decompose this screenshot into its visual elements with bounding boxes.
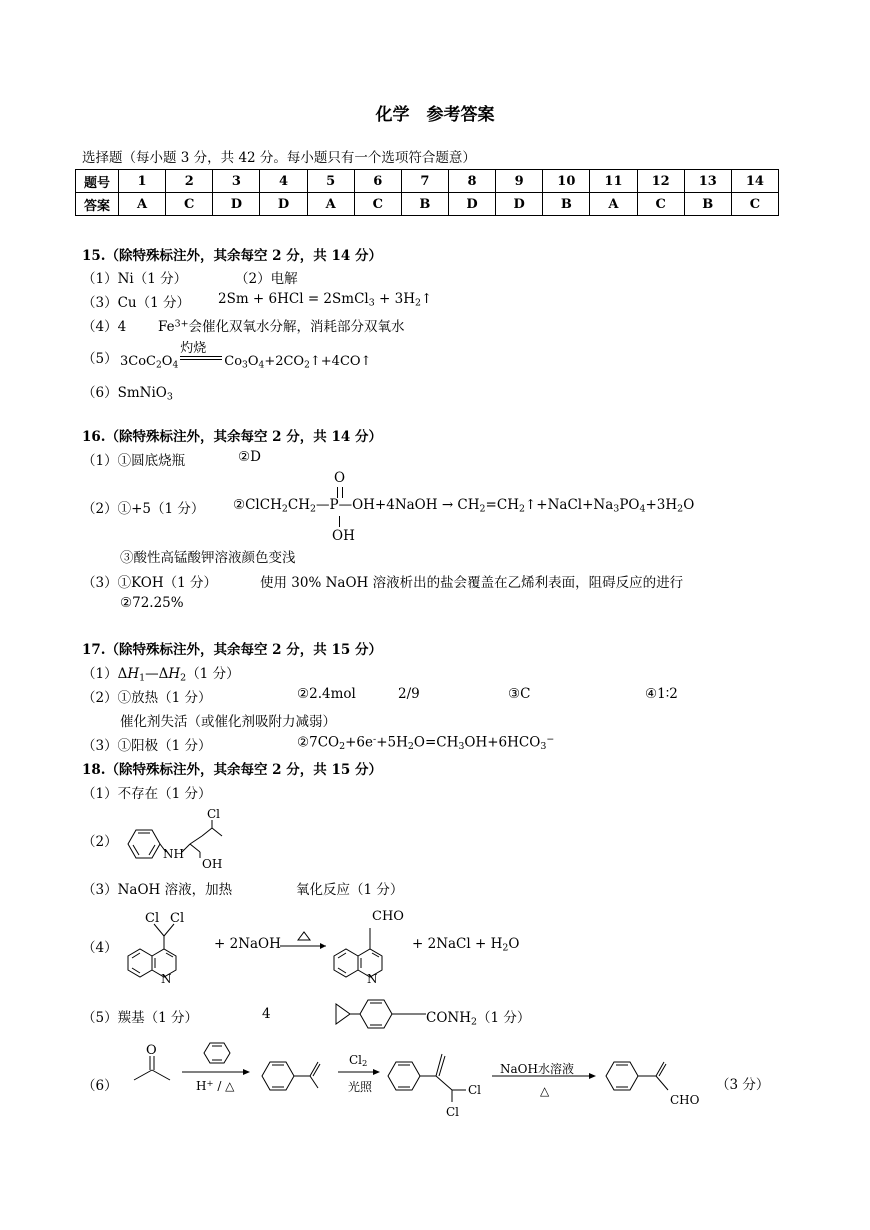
svg-text:Cl: Cl bbox=[207, 807, 221, 821]
q-number: 12 bbox=[637, 170, 684, 193]
q18-answer-3b: 氧化反应（1 分） bbox=[296, 882, 404, 898]
svg-text:O: O bbox=[146, 1043, 157, 1058]
q18-answer-6-score: （3 分） bbox=[716, 1077, 770, 1093]
q17-header: 17.（除特殊标注外，其余每空 2 分，共 15 分） bbox=[82, 642, 382, 658]
synthesis-arrow-3 bbox=[490, 1070, 598, 1082]
q15-equation-5: $3CoC_2O_4$ 灼烧 $Co_3O_4+2CO_2↑+4CO↑$ bbox=[120, 354, 371, 370]
q18-answer-5: （5）羰基（1 分） bbox=[82, 1010, 198, 1026]
q18-header: 18.（除特殊标注外，其余每空 2 分，共 15 分） bbox=[82, 762, 382, 778]
q-number: 4 bbox=[260, 170, 307, 193]
q-answer: A bbox=[307, 193, 354, 216]
final-product-structure bbox=[600, 1050, 710, 1112]
reagent-chlorine: $Cl_2$ bbox=[349, 1053, 368, 1069]
phosphoryl-oxygen: O bbox=[334, 470, 346, 486]
q18-answer-3: （3）NaOH 溶液，加热 bbox=[82, 882, 233, 898]
q17-answer-2d: ③C bbox=[508, 686, 531, 702]
synthesis-arrow-1 bbox=[180, 1066, 252, 1078]
chlorine-label-2: Cl bbox=[446, 1105, 460, 1119]
p-o-double-bond bbox=[337, 487, 343, 498]
q16-answer-3b: ②72.25% bbox=[120, 595, 184, 611]
q15-equation-3: 2Sm + 6HCl = 2SmCl$_3$ + $3H_2↑$ bbox=[218, 291, 433, 309]
svg-text:N: N bbox=[367, 972, 378, 986]
reagent-naoh-solution: NaOH水溶液 bbox=[500, 1062, 574, 1076]
q16-answer-3: （3）①KOH（1 分） bbox=[82, 575, 218, 591]
svg-text:N: N bbox=[161, 972, 172, 986]
q15-answer-6: （6）SmNiO$_3$ bbox=[82, 385, 173, 403]
equals-sign bbox=[180, 356, 222, 360]
row-label-answers: 答案 bbox=[76, 193, 119, 216]
q17-equation-3b: $②7CO_2+6e^-+5H_2O=CH_3OH+6HCO_3^-$ bbox=[297, 734, 555, 753]
q16-answer-1: （1）①圆底烧瓶 bbox=[82, 453, 186, 469]
q-answer: C bbox=[637, 193, 684, 216]
q16-answer-2-sub3: ③酸性高锰酸钾溶液颜色变浅 bbox=[120, 550, 296, 566]
q17-answer-3: （3）①阳极（1 分） bbox=[82, 738, 212, 754]
svg-text:Cl: Cl bbox=[145, 911, 160, 926]
q16-answer-1b: ②D bbox=[238, 449, 261, 465]
row-label-numbers: 题号 bbox=[76, 170, 119, 193]
synthesis-arrow-2 bbox=[336, 1066, 382, 1078]
q18-structure-5-amide: $CONH_2(1$ 分） bbox=[426, 1010, 531, 1028]
answer-table bbox=[75, 169, 779, 216]
q18-answer-1: （1）不存在（1 分） bbox=[82, 786, 212, 802]
svg-text:NH: NH bbox=[163, 847, 184, 861]
q18-product-quinoline-aldehyde bbox=[324, 900, 414, 992]
q-answer: B bbox=[401, 193, 448, 216]
q17-answer-2f: 催化剂失活（或催化剂吸附力减弱） bbox=[120, 714, 336, 730]
q18-answer-4-label: （4） bbox=[82, 940, 118, 956]
q-number: 11 bbox=[590, 170, 637, 193]
q-answer: A bbox=[590, 193, 637, 216]
q18-structure-2 bbox=[118, 800, 248, 875]
svg-text:Cl: Cl bbox=[170, 911, 185, 926]
acetone-structure bbox=[130, 1040, 174, 1090]
q15-answer-2: （2）电解 bbox=[235, 271, 298, 287]
q15-answer-4-number: （4）4 bbox=[82, 319, 127, 335]
q18-reaction-arrow-4 bbox=[278, 928, 330, 954]
hydroxyl-group: OH bbox=[332, 528, 355, 544]
table-row-answers bbox=[76, 193, 779, 216]
q17-answer-1: $(1)\Delta H_1—\Delta H_2(1$ 分） bbox=[82, 666, 240, 684]
q-number: 6 bbox=[354, 170, 401, 193]
q-number: 10 bbox=[543, 170, 590, 193]
q17-answer-2c: 2/9 bbox=[398, 686, 420, 702]
chlorine-label-1: Cl bbox=[468, 1083, 482, 1097]
q-answer: D bbox=[448, 193, 495, 216]
q-answer: D bbox=[260, 193, 307, 216]
q18-reactant-quinoline bbox=[118, 900, 218, 992]
q-number: 2 bbox=[166, 170, 213, 193]
q-answer: A bbox=[119, 193, 166, 216]
table-row-numbers bbox=[76, 170, 779, 193]
q-answer: B bbox=[543, 193, 590, 216]
q-number: 7 bbox=[401, 170, 448, 193]
dichloro-intermediate-structure bbox=[382, 1042, 492, 1122]
q-answer: D bbox=[496, 193, 543, 216]
q15-answer-1: （1）Ni（1 分） bbox=[82, 271, 188, 287]
q18-structure-5 bbox=[330, 994, 430, 1034]
q-answer: C bbox=[731, 193, 778, 216]
q18-products-4: + 2NaCl + $H_2O$ bbox=[412, 936, 520, 954]
aldehyde-group: CHO bbox=[670, 1093, 700, 1107]
alpha-methylstyrene-structure bbox=[256, 1050, 336, 1100]
svg-text:OH: OH bbox=[202, 857, 223, 871]
q-number: 3 bbox=[213, 170, 260, 193]
q-number: 14 bbox=[731, 170, 778, 193]
condition-acid-heat: H+ / △ bbox=[196, 1078, 235, 1094]
q17-answer-2: （2）①放热（1 分） bbox=[82, 690, 212, 706]
q16-header: 16.（除特殊标注外，其余每空 2 分，共 14 分） bbox=[82, 429, 382, 445]
q16-answer-3-text: 使用 30% NaOH 溶液析出的盐会覆盖在乙烯利表面，阻碍反应的进行 bbox=[260, 575, 684, 591]
q-answer: C bbox=[166, 193, 213, 216]
q-answer: B bbox=[684, 193, 731, 216]
q-number: 9 bbox=[496, 170, 543, 193]
condition-heat: △ bbox=[540, 1084, 550, 1098]
benzene-reagent bbox=[182, 1040, 252, 1066]
q-number: 13 bbox=[684, 170, 731, 193]
q-number: 1 bbox=[119, 170, 166, 193]
q18-answer-6-label: （6） bbox=[82, 1078, 118, 1094]
q-answer: D bbox=[213, 193, 260, 216]
q15-answer-4-text: $Fe^{3+}$会催化双氧水分解，消耗部分双氧水 bbox=[158, 318, 405, 335]
q15-header: 15.（除特殊标注外，其余每空 2 分，共 14 分） bbox=[82, 248, 382, 264]
q18-answer-2-label: （2） bbox=[82, 834, 118, 850]
q16-answer-2-label: （2）①+5（1 分） bbox=[82, 501, 205, 517]
q16-equation-2: $②ClCH_2CH_2—P—OH+4NaOH$ → $CH_2=CH_2↑+NaCl+Na_3PO_4+3H_2O$ bbox=[233, 497, 695, 515]
q15-answer-5-label: （5） bbox=[82, 351, 118, 367]
condition-light: 光照 bbox=[348, 1080, 373, 1094]
q-number: 5 bbox=[307, 170, 354, 193]
q-number: 8 bbox=[448, 170, 495, 193]
q17-answer-2b: ②2.4mol bbox=[297, 686, 356, 702]
q18-reagent-naoh: + 2NaOH bbox=[214, 936, 281, 952]
q15-answer-3: （3）Cu（1 分） bbox=[82, 295, 190, 311]
mc-intro: 选择题（每小题 3 分，共 42 分。每小题只有一个选项符合题意） bbox=[82, 150, 476, 166]
svg-text:CHO: CHO bbox=[372, 909, 404, 924]
q-answer: C bbox=[354, 193, 401, 216]
p-oh-bond bbox=[339, 516, 340, 527]
q18-answer-5b: 4 bbox=[262, 1006, 271, 1022]
page-title: 化学 参考答案 bbox=[375, 105, 495, 125]
q17-answer-2e: ④1∶2 bbox=[645, 686, 678, 702]
condition-calcine: 灼烧 bbox=[180, 341, 207, 356]
